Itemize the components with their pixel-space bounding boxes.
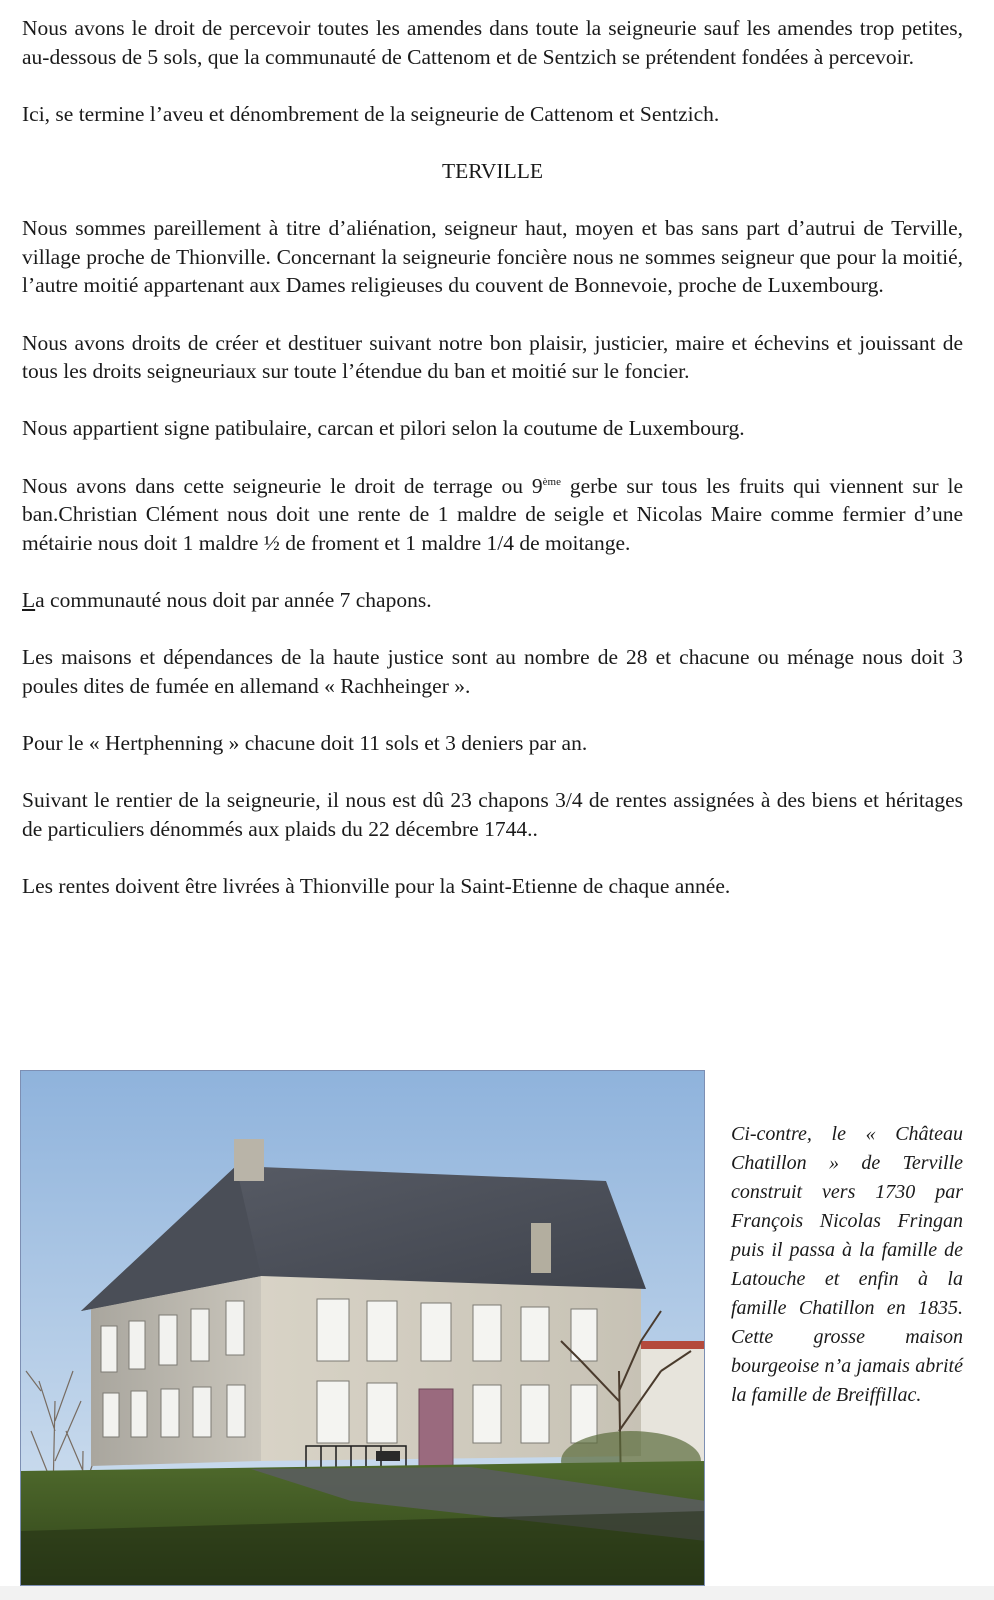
chateau-photo xyxy=(20,1070,705,1586)
superscript-eme: ème xyxy=(542,475,561,488)
paragraph-rentier: Suivant le rentier de la seigneurie, il nous est dû 23 chapons 3/4 de rentes assignées à des biens et héritages de particuliers dénommés aux plaids du 22 décembre 1744.. xyxy=(22,788,963,841)
paragraph-seigneur: Nous sommes pareillement à titre d’aliénation, seigneur haut, moyen et bas sans part d’autrui de Terville, village proche de Thionville. Concernant la seigneurie foncière nous ne sommes seigneur que pour la moitié, l’autre moitié appartenant aux Dames religieuses du couvent de Bonnevoie, proche de Luxembourg. xyxy=(22,216,963,298)
paragraph-hertphenning: Pour le « Hertphenning » chacune doit 11 sols et 3 deniers par an. xyxy=(22,730,588,755)
chapons-text: a communauté nous doit par année 7 chapons. xyxy=(35,587,432,612)
paragraph-terrage xyxy=(22,472,963,558)
body-text xyxy=(22,14,963,929)
paragraph-amendes: Nous avons le droit de percevoir toutes les amendes dans toute la seigneurie sauf les amendes trop petites, au-dessous de 5 sols, que la communauté de Cattenom et de Sentzich se prétendent fondées à percevoir. xyxy=(22,16,963,69)
paragraph-fin-aveu: Ici, se termine l’aveu et dénombrement de la seigneurie de Cattenom et Sentzich. xyxy=(22,101,720,126)
section-heading-terville: TERVILLE xyxy=(442,158,543,183)
paragraph-droits: Nous avons droits de créer et destituer suivant notre bon plaisir, justicier, maire et échevins et jouissant de tous les droits seigneuriaux sur toute l’étendue du ban et moitié sur le foncier. xyxy=(22,330,963,384)
terrage-text-a: Nous avons dans cette seigneurie le droit de terrage ou 9 xyxy=(22,473,543,498)
page-bottom-strip xyxy=(0,1586,994,1600)
underlined-initial: L xyxy=(22,587,36,612)
paragraph-maisons: Les maisons et dépendances de la haute justice sont au nombre de 28 et chacune ou ménage nous doit 3 poules dites de fumée en allemand « Rachheinger ». xyxy=(22,645,963,698)
photo-caption: Ci-contre, le « Château Chatillon » de Terville construit vers 1730 par François Nicolas Fringan puis il passa à la famille de Latouche et enfin à la famille Chatillon en 1835. Cette grosse maison bourgeoise n’a jamais abrité la famille de Breiffillac. xyxy=(731,1123,963,1406)
paragraph-patibulaire: Nous appartient signe patibulaire, carcan et pilori selon la coutume de Luxembourg. xyxy=(22,416,745,441)
paragraph-rentes: Les rentes doivent être livrées à Thionville pour la Saint-Etienne de chaque année. xyxy=(22,873,731,898)
paragraph-chapons xyxy=(22,586,963,615)
terrage-text-b: gerbe sur tous les fruits qui viennent sur le ban.Christian Clément nous doit une rente de 1 maldre de seigle et Nicolas Maire comme fermier d’une métairie nous doit 1 maldre ½ de froment et 1 maldre 1/4 de moitange. xyxy=(22,473,963,555)
